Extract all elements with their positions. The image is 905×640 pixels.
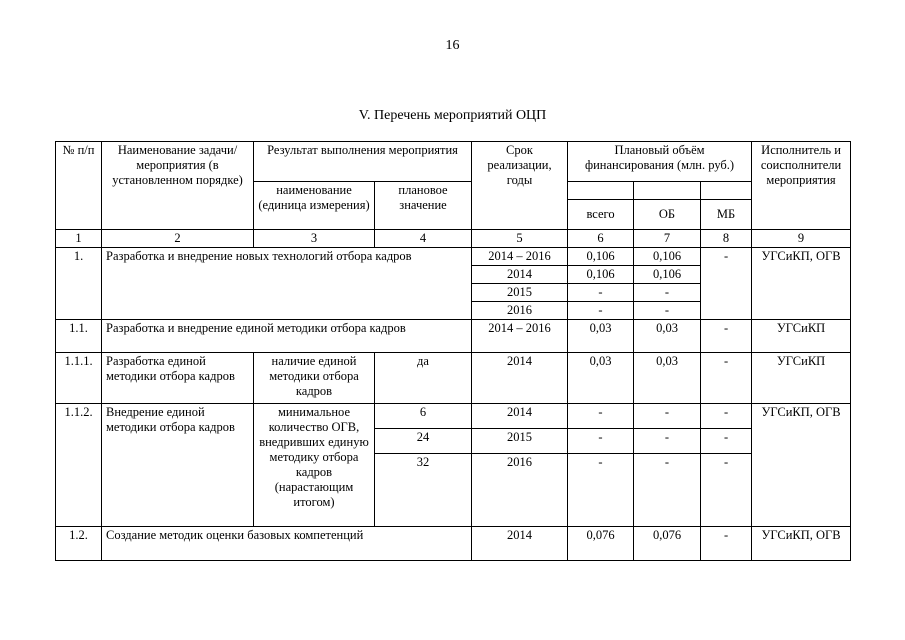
activity-name: Разработка единой методики отбора кадров	[102, 353, 254, 404]
header-name: Наименование задачи/мероприятия (в установленном порядке)	[102, 142, 254, 230]
term-cell: 2016	[472, 302, 568, 320]
total-cell: 0,076	[568, 527, 634, 561]
row-number: 1.2.	[56, 527, 102, 561]
total-cell: 0,106	[568, 248, 634, 266]
mb-cell: -	[701, 527, 752, 561]
total-cell: -	[568, 429, 634, 454]
header-finance-gap	[568, 182, 634, 200]
header-executors: Исполнитель и соисполнители мероприятия	[752, 142, 851, 230]
row-number: 1.	[56, 248, 102, 320]
term-cell: 2014	[472, 527, 568, 561]
plan-value-cell: 32	[375, 454, 472, 527]
activity-name: Внедрение единой методики отбора кадров	[102, 404, 254, 527]
column-number: 3	[254, 230, 375, 248]
row-number: 1.1.1.	[56, 353, 102, 404]
ob-cell: -	[634, 429, 701, 454]
ob-cell: 0,03	[634, 320, 701, 353]
result-name-cell: наличие единой методики отбора кадров	[254, 353, 375, 404]
ob-cell: -	[634, 302, 701, 320]
term-cell: 2014	[472, 404, 568, 429]
header-mb: МБ	[701, 200, 752, 230]
mb-cell: -	[701, 248, 752, 320]
term-cell: 2015	[472, 284, 568, 302]
header-result: Результат выполнения мероприятия	[254, 142, 472, 182]
header-term: Срок реализации, годы	[472, 142, 568, 230]
term-cell: 2016	[472, 454, 568, 527]
header-finance-gap	[634, 182, 701, 200]
mb-cell: -	[701, 320, 752, 353]
term-cell: 2014	[472, 266, 568, 284]
result-name-cell: минимальное количество ОГВ, внедривших единую методику отбора кадров (нарастающим итогом)	[254, 404, 375, 527]
ob-cell: 0,106	[634, 266, 701, 284]
ob-cell: -	[634, 404, 701, 429]
column-number: 7	[634, 230, 701, 248]
activities-table	[55, 141, 851, 561]
executor-cell: УГСиКП, ОГВ	[752, 404, 851, 527]
page-number: 16	[445, 38, 460, 53]
term-cell: 2014 – 2016	[472, 248, 568, 266]
total-cell: 0,03	[568, 353, 634, 404]
total-cell: -	[568, 284, 634, 302]
total-cell: -	[568, 404, 634, 429]
header-finance-gap	[701, 182, 752, 200]
row-number: 1.1.2.	[56, 404, 102, 527]
header-row	[56, 142, 851, 182]
column-number: 2	[102, 230, 254, 248]
column-number: 5	[472, 230, 568, 248]
mb-cell: -	[701, 429, 752, 454]
section-title: V. Перечень мероприятий ОЦП	[358, 108, 547, 123]
column-number: 6	[568, 230, 634, 248]
plan-value-cell: да	[375, 353, 472, 404]
column-number: 4	[375, 230, 472, 248]
ob-cell: 0,076	[634, 527, 701, 561]
total-cell: -	[568, 302, 634, 320]
term-cell: 2015	[472, 429, 568, 454]
row-number: 1.1.	[56, 320, 102, 353]
term-cell: 2014	[472, 353, 568, 404]
table-row	[56, 527, 851, 561]
mb-cell: -	[701, 454, 752, 527]
header-total: всего	[568, 200, 634, 230]
executor-cell: УГСиКП, ОГВ	[752, 248, 851, 320]
header-ob: ОБ	[634, 200, 701, 230]
executor-cell: УГСиКП	[752, 353, 851, 404]
column-number: 8	[701, 230, 752, 248]
executor-cell: УГСиКП	[752, 320, 851, 353]
activity-name: Создание методик оценки базовых компетенций	[102, 527, 472, 561]
total-cell: 0,03	[568, 320, 634, 353]
activity-name: Разработка и внедрение новых технологий отбора кадров	[102, 248, 472, 320]
total-cell: 0,106	[568, 266, 634, 284]
mb-cell: -	[701, 353, 752, 404]
activity-name: Разработка и внедрение единой методики отбора кадров	[102, 320, 472, 353]
column-number: 9	[752, 230, 851, 248]
mb-cell: -	[701, 404, 752, 429]
plan-value-cell: 6	[375, 404, 472, 429]
header-finance: Плановый объём финансирования (млн. руб.)	[568, 142, 752, 182]
plan-value-cell: 24	[375, 429, 472, 454]
ob-cell: 0,106	[634, 248, 701, 266]
term-cell: 2014 – 2016	[472, 320, 568, 353]
table-row	[56, 248, 851, 266]
table-row	[56, 404, 851, 429]
column-number: 1	[56, 230, 102, 248]
header-result-plan: плановое значение	[375, 182, 472, 230]
executor-cell: УГСиКП, ОГВ	[752, 527, 851, 561]
table-row	[56, 353, 851, 404]
table-row	[56, 320, 851, 353]
total-cell: -	[568, 454, 634, 527]
header-result-name: наименование (единица измерения)	[254, 182, 375, 230]
ob-cell: 0,03	[634, 353, 701, 404]
ob-cell: -	[634, 454, 701, 527]
header-num: № п/п	[56, 142, 102, 230]
column-number-row	[56, 230, 851, 248]
ob-cell: -	[634, 284, 701, 302]
